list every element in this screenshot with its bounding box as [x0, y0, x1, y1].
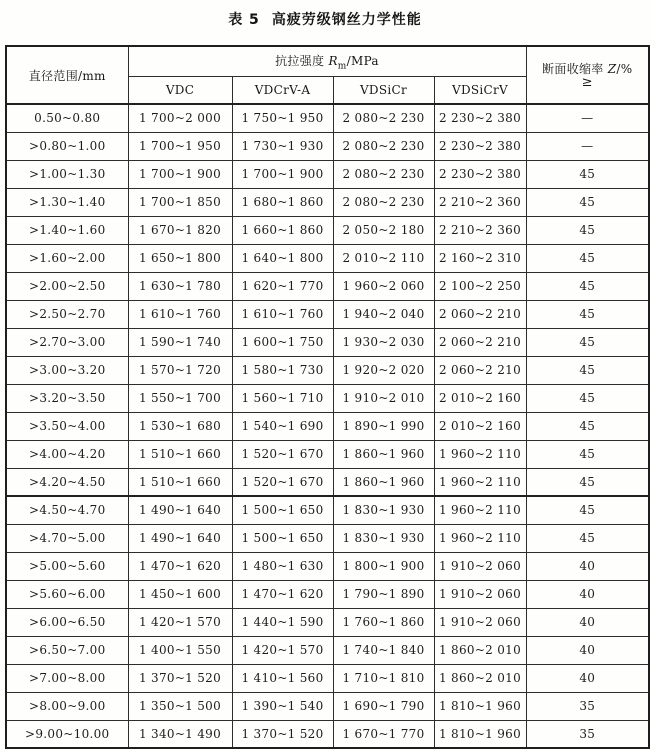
cell-vdcrv-a: 1 730~1 930 — [232, 132, 333, 160]
cell-diameter-range: >1.00~1.30 — [6, 160, 128, 188]
cell-vdsicr: 1 670~1 770 — [333, 720, 434, 748]
cell-vdsicrv: 2 230~2 380 — [434, 104, 526, 132]
cell-vdc: 1 700~2 000 — [128, 104, 232, 132]
cell-vdsicrv: 2 160~2 310 — [434, 244, 526, 272]
table-row — [6, 104, 649, 132]
cell-vdsicrv: 1 860~2 010 — [434, 636, 526, 664]
cell-vdsicr: 1 830~1 930 — [333, 524, 434, 552]
cell-diameter-range: >2.00~2.50 — [6, 272, 128, 300]
header-grade-vdc: VDC — [128, 76, 232, 104]
cell-diameter-range: >5.00~5.60 — [6, 552, 128, 580]
cell-reduction-z: 35 — [526, 720, 649, 748]
cell-vdc: 1 450~1 600 — [128, 580, 232, 608]
cell-vdsicr: 1 860~1 960 — [333, 468, 434, 496]
cell-vdcrv-a: 1 540~1 690 — [232, 412, 333, 440]
cell-reduction-z: 45 — [526, 188, 649, 216]
cell-vdsicr: 1 760~1 860 — [333, 608, 434, 636]
table-row — [6, 160, 649, 188]
cell-reduction-z: 45 — [526, 356, 649, 384]
cell-vdsicrv: 2 060~2 210 — [434, 356, 526, 384]
cell-vdcrv-a: 1 610~1 760 — [232, 300, 333, 328]
cell-vdcrv-a: 1 750~1 950 — [232, 104, 333, 132]
cell-vdcrv-a: 1 370~1 520 — [232, 720, 333, 748]
table-title-text: 高疲劳级钢丝力学性能 — [271, 12, 422, 28]
cell-diameter-range: >6.50~7.00 — [6, 636, 128, 664]
cell-vdsicr: 1 920~2 020 — [333, 356, 434, 384]
cell-vdcrv-a: 1 440~1 590 — [232, 608, 333, 636]
cell-reduction-z: 40 — [526, 608, 649, 636]
table-body — [6, 104, 649, 748]
cell-reduction-z: 45 — [526, 384, 649, 412]
cell-vdcrv-a: 1 660~1 860 — [232, 216, 333, 244]
table-row — [6, 468, 649, 496]
table-row — [6, 328, 649, 356]
cell-diameter-range: >3.00~3.20 — [6, 356, 128, 384]
table-row — [6, 496, 649, 524]
header-grade-vdcrv-a: VDCrV-A — [232, 76, 333, 104]
table-row — [6, 608, 649, 636]
cell-vdcrv-a: 1 560~1 710 — [232, 384, 333, 412]
cell-vdc: 1 700~1 850 — [128, 188, 232, 216]
cell-vdc: 1 550~1 700 — [128, 384, 232, 412]
cell-reduction-z: 45 — [526, 468, 649, 496]
cell-vdc: 1 700~1 900 — [128, 160, 232, 188]
cell-reduction-z: 35 — [526, 692, 649, 720]
cell-vdsicr: 1 690~1 790 — [333, 692, 434, 720]
cell-vdc: 1 400~1 550 — [128, 636, 232, 664]
table-row — [6, 524, 649, 552]
cell-diameter-range: >6.00~6.50 — [6, 608, 128, 636]
cell-diameter-range: >4.20~4.50 — [6, 468, 128, 496]
table-number: 表 5 — [228, 12, 260, 28]
cell-vdcrv-a: 1 640~1 800 — [232, 244, 333, 272]
header-tensile-strength: 抗拉强度 $R_m$/MPa — [128, 46, 526, 76]
mechanical-properties-table — [5, 45, 650, 749]
table-row — [6, 440, 649, 468]
cell-vdsicrv: 1 960~2 110 — [434, 524, 526, 552]
cell-vdcrv-a: 1 390~1 540 — [232, 692, 333, 720]
cell-reduction-z: — — [526, 104, 649, 132]
cell-reduction-z: 40 — [526, 664, 649, 692]
table-row — [6, 664, 649, 692]
header-grade-vdsicr: VDSiCr — [333, 76, 434, 104]
table-title — [0, 0, 650, 29]
table-header — [6, 46, 649, 104]
cell-vdcrv-a: 1 620~1 770 — [232, 272, 333, 300]
cell-reduction-z: — — [526, 132, 649, 160]
cell-vdsicrv: 2 060~2 210 — [434, 328, 526, 356]
cell-vdsicr: 1 930~2 030 — [333, 328, 434, 356]
cell-vdsicr: 1 940~2 040 — [333, 300, 434, 328]
cell-vdc: 1 700~1 950 — [128, 132, 232, 160]
cell-vdsicr: 1 890~1 990 — [333, 412, 434, 440]
cell-vdsicr: 1 790~1 890 — [333, 580, 434, 608]
cell-vdcrv-a: 1 700~1 900 — [232, 160, 333, 188]
cell-diameter-range: >8.00~9.00 — [6, 692, 128, 720]
table-row — [6, 580, 649, 608]
header-grade-vdsicrv: VDSiCrV — [434, 76, 526, 104]
cell-vdsicrv: 2 060~2 210 — [434, 300, 526, 328]
cell-vdsicr: 1 960~2 060 — [333, 272, 434, 300]
table-row — [6, 216, 649, 244]
cell-reduction-z: 45 — [526, 216, 649, 244]
cell-vdsicrv: 2 100~2 250 — [434, 272, 526, 300]
cell-vdcrv-a: 1 580~1 730 — [232, 356, 333, 384]
cell-diameter-range: >1.30~1.40 — [6, 188, 128, 216]
cell-vdc: 1 610~1 760 — [128, 300, 232, 328]
cell-vdsicrv: 1 860~2 010 — [434, 664, 526, 692]
cell-diameter-range: >3.50~4.00 — [6, 412, 128, 440]
cell-vdc: 1 490~1 640 — [128, 524, 232, 552]
cell-vdc: 1 570~1 720 — [128, 356, 232, 384]
cell-reduction-z: 45 — [526, 412, 649, 440]
table-row — [6, 300, 649, 328]
cell-reduction-z: 45 — [526, 160, 649, 188]
cell-diameter-range: >4.50~4.70 — [6, 496, 128, 524]
cell-vdsicrv: 2 210~2 360 — [434, 216, 526, 244]
cell-diameter-range: >9.00~10.00 — [6, 720, 128, 748]
header-diameter-range: 直径范围/mm — [6, 46, 128, 104]
cell-reduction-z: 40 — [526, 580, 649, 608]
table-row — [6, 244, 649, 272]
cell-vdcrv-a: 1 420~1 570 — [232, 636, 333, 664]
cell-vdsicrv: 1 910~2 060 — [434, 552, 526, 580]
cell-diameter-range: >7.00~8.00 — [6, 664, 128, 692]
cell-diameter-range: >4.00~4.20 — [6, 440, 128, 468]
cell-vdcrv-a: 1 410~1 560 — [232, 664, 333, 692]
cell-vdsicr: 1 800~1 900 — [333, 552, 434, 580]
cell-vdsicrv: 1 960~2 110 — [434, 440, 526, 468]
cell-diameter-range: 0.50~0.80 — [6, 104, 128, 132]
cell-vdc: 1 510~1 660 — [128, 468, 232, 496]
table-row — [6, 132, 649, 160]
cell-reduction-z: 40 — [526, 636, 649, 664]
cell-vdsicrv: 2 230~2 380 — [434, 132, 526, 160]
cell-vdc: 1 420~1 570 — [128, 608, 232, 636]
cell-vdsicrv: 1 910~2 060 — [434, 580, 526, 608]
cell-vdsicr: 1 910~2 010 — [333, 384, 434, 412]
cell-diameter-range: >3.20~3.50 — [6, 384, 128, 412]
cell-diameter-range: >2.50~2.70 — [6, 300, 128, 328]
cell-vdcrv-a: 1 480~1 630 — [232, 552, 333, 580]
cell-vdsicr: 2 010~2 110 — [333, 244, 434, 272]
cell-vdc: 1 650~1 800 — [128, 244, 232, 272]
cell-vdcrv-a: 1 470~1 620 — [232, 580, 333, 608]
cell-diameter-range: >1.60~2.00 — [6, 244, 128, 272]
cell-vdcrv-a: 1 600~1 750 — [232, 328, 333, 356]
cell-vdsicrv: 1 810~1 960 — [434, 692, 526, 720]
cell-vdsicr: 2 080~2 230 — [333, 104, 434, 132]
cell-vdc: 1 630~1 780 — [128, 272, 232, 300]
cell-vdcrv-a: 1 500~1 650 — [232, 524, 333, 552]
cell-vdsicr: 2 080~2 230 — [333, 188, 434, 216]
cell-vdc: 1 510~1 660 — [128, 440, 232, 468]
cell-vdc: 1 370~1 520 — [128, 664, 232, 692]
cell-vdsicrv: 1 810~1 960 — [434, 720, 526, 748]
table-row — [6, 272, 649, 300]
cell-vdsicrv: 2 230~2 380 — [434, 160, 526, 188]
cell-vdcrv-a: 1 500~1 650 — [232, 496, 333, 524]
header-reduction-of-area: 断面收缩率 Z/% ≥ — [526, 46, 649, 104]
table-row — [6, 552, 649, 580]
cell-reduction-z: 40 — [526, 552, 649, 580]
table-row — [6, 636, 649, 664]
cell-vdsicr: 2 080~2 230 — [333, 160, 434, 188]
cell-vdsicr: 1 860~1 960 — [333, 440, 434, 468]
cell-vdcrv-a: 1 680~1 860 — [232, 188, 333, 216]
cell-reduction-z: 45 — [526, 244, 649, 272]
cell-vdc: 1 350~1 500 — [128, 692, 232, 720]
cell-vdsicr: 2 050~2 180 — [333, 216, 434, 244]
greater-equal-sign: ≥ — [581, 74, 593, 90]
cell-vdc: 1 340~1 490 — [128, 720, 232, 748]
cell-vdc: 1 670~1 820 — [128, 216, 232, 244]
table-row — [6, 692, 649, 720]
cell-vdc: 1 470~1 620 — [128, 552, 232, 580]
cell-vdcrv-a: 1 520~1 670 — [232, 440, 333, 468]
cell-vdc: 1 490~1 640 — [128, 496, 232, 524]
cell-reduction-z: 45 — [526, 328, 649, 356]
cell-vdsicrv: 2 210~2 360 — [434, 188, 526, 216]
cell-vdsicrv: 1 960~2 110 — [434, 496, 526, 524]
cell-vdsicr: 1 740~1 840 — [333, 636, 434, 664]
cell-vdsicr: 1 710~1 810 — [333, 664, 434, 692]
tensile-symbol: R — [328, 53, 338, 68]
cell-diameter-range: >2.70~3.00 — [6, 328, 128, 356]
cell-vdsicrv: 1 960~2 110 — [434, 468, 526, 496]
cell-reduction-z: 45 — [526, 524, 649, 552]
table-row — [6, 356, 649, 384]
cell-vdc: 1 590~1 740 — [128, 328, 232, 356]
cell-vdc: 1 530~1 680 — [128, 412, 232, 440]
cell-vdsicrv: 2 010~2 160 — [434, 412, 526, 440]
cell-diameter-range: >5.60~6.00 — [6, 580, 128, 608]
cell-reduction-z: 45 — [526, 272, 649, 300]
cell-vdsicr: 1 830~1 930 — [333, 496, 434, 524]
cell-vdsicr: 2 080~2 230 — [333, 132, 434, 160]
cell-reduction-z: 45 — [526, 440, 649, 468]
cell-reduction-z: 45 — [526, 300, 649, 328]
cell-diameter-range: >1.40~1.60 — [6, 216, 128, 244]
cell-vdsicrv: 2 010~2 160 — [434, 384, 526, 412]
reduction-symbol: Z — [607, 61, 617, 76]
table-row — [6, 188, 649, 216]
cell-vdcrv-a: 1 520~1 670 — [232, 468, 333, 496]
table-row — [6, 384, 649, 412]
cell-diameter-range: >4.70~5.00 — [6, 524, 128, 552]
table-row — [6, 412, 649, 440]
cell-vdsicrv: 1 910~2 060 — [434, 608, 526, 636]
table-row — [6, 720, 649, 748]
tensile-subscript: m — [337, 60, 347, 71]
cell-reduction-z: 45 — [526, 496, 649, 524]
cell-diameter-range: >0.80~1.00 — [6, 132, 128, 160]
